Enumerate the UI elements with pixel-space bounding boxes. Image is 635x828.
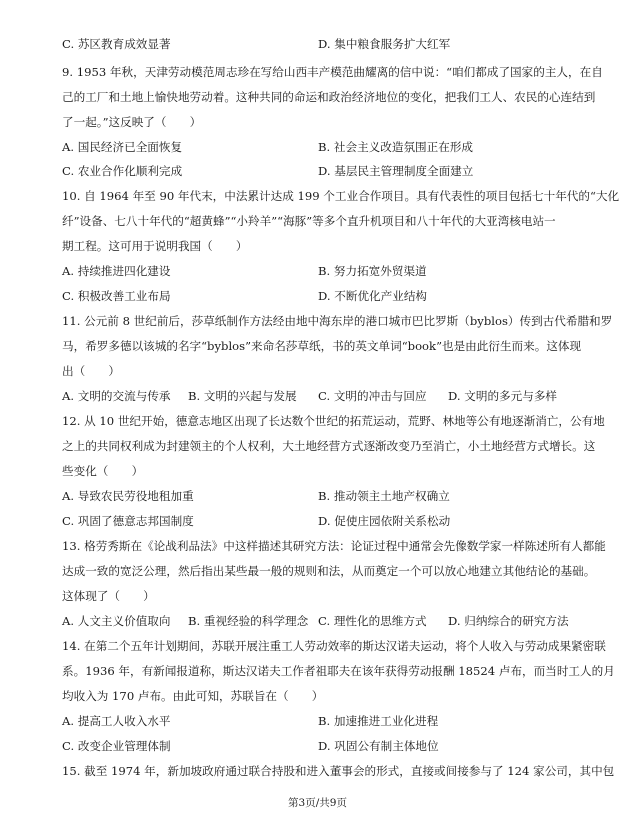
q10-stem-line-2: 纤”设备、七八十年代的“超黄蜂”“小羚羊”“海豚”等多个直升机项目和八十年代的大亚湾核电站一	[62, 214, 556, 228]
q11-option-a: A. 文明的交流与传承	[62, 389, 171, 403]
q12-option-c: C. 巩固了德意志邦国制度	[62, 514, 194, 528]
q11-stem-line-1: 11. 公元前 8 世纪前后，莎草纸制作方法经由地中海东岸的港口城市巴比罗斯（byblos）传到古代希腊和罗	[62, 314, 613, 328]
q14-stem-line-2: 系。1936 年，有新闻报道称，斯达汉诺夫工作者祖耶夫在该年获得劳动报酬 18524 卢布，而当时工人的月	[62, 664, 615, 678]
q12-stem-line-3: 些变化（ ）	[62, 464, 144, 478]
q11-option-d: D. 文明的多元与多样	[448, 389, 558, 403]
q13-option-a: A. 人文主义价值取向	[62, 614, 171, 628]
q11-option-c: C. 文明的冲击与回应	[318, 389, 427, 403]
q13-option-b: B. 重视经验的科学理念	[188, 614, 309, 628]
q14-option-b: B. 加速推进工业化进程	[318, 714, 439, 728]
q14-option-d: D. 巩固公有制主体地位	[318, 739, 439, 753]
q10-stem-line-1: 10. 自 1964 年至 90 年代末，中法累计达成 199 个工业合作项目。具有代表性的项目包括七十年代的“大化	[62, 189, 620, 203]
q13-option-d: D. 归纳综合的研究方法	[448, 614, 569, 628]
q9-stem-line-1: 9. 1953 年秋，天津劳动模范周志珍在写给山西丰产模范曲耀离的信中说：“咱们都成了国家的主人，在自	[62, 65, 603, 79]
q14-stem-line-3: 均收入为 170 卢布。由此可知，苏联旨在（ ）	[62, 689, 324, 703]
q12-option-a: A. 导致农民劳役地租加重	[62, 489, 194, 503]
q9-option-b: B. 社会主义改造氛围正在形成	[318, 140, 474, 154]
q9-option-d: D. 基层民主管理制度全面建立	[318, 164, 474, 178]
q9-stem-line-3: 了一起。”这反映了（ ）	[62, 115, 202, 129]
q11-option-b: B. 文明的兴起与发展	[188, 389, 297, 403]
q10-option-c: C. 积极改善工业布局	[62, 289, 171, 303]
q10-option-b: B. 努力拓宽外贸渠道	[318, 264, 427, 278]
q9-option-c: C. 农业合作化顺利完成	[62, 164, 183, 178]
q12-option-b: B. 推动领主土地产权确立	[318, 489, 450, 503]
q8-option-c: C. 苏区教育成效显著	[62, 37, 171, 51]
q13-stem-line-3: 这体现了（ ）	[62, 589, 155, 603]
q11-stem-line-3: 出（ ）	[62, 364, 120, 378]
q12-option-d: D. 促使庄园依附关系松动	[318, 514, 451, 528]
q8-option-d: D. 集中粮食服务扩大红军	[318, 37, 451, 51]
q13-stem-line-1: 13. 格劳秀斯在《论战利品法》中这样描述其研究方法：论证过程中通常会先像数学家一样陈述所有人都能	[62, 539, 606, 553]
q12-stem-line-1: 12. 从 10 世纪开始，德意志地区出现了长达数个世纪的拓荒运动，荒野、林地等公有地逐渐消亡，公有地	[62, 414, 605, 428]
q14-option-a: A. 提高工人收入水平	[62, 714, 171, 728]
q12-stem-line-2: 之上的共同权利成为封建领主的个人权利，大土地经营方式逐渐改变乃至消亡，小土地经营方式增长。这	[62, 439, 596, 453]
page-number-footer: 第3页/共9页	[288, 797, 347, 809]
q10-option-d: D. 不断优化产业结构	[318, 289, 428, 303]
q10-stem-line-3: 期工程。这可用于说明我国（ ）	[62, 239, 248, 253]
q9-stem-line-2: 己的工厂和土地上愉快地劳动着。这种共同的命运和政治经济地位的变化，把我们工人、农民的心连结到	[62, 90, 596, 104]
q13-option-c: C. 理性化的思维方式	[318, 614, 427, 628]
q14-option-c: C. 改变企业管理体制	[62, 739, 171, 753]
q14-stem-line-1: 14. 在第二个五年计划期间，苏联开展注重工人劳动效率的斯达汉诺夫运动，将个人收入与劳动成果紧密联	[62, 639, 606, 653]
q9-option-a: A. 国民经济已全面恢复	[62, 140, 183, 154]
q11-stem-line-2: 马，希罗多德以该城的名字“byblos”来命名莎草纸，书的英文单词“book”也是由此衍生而来。这体现	[62, 339, 582, 353]
q15-stem-line-1: 15. 截至 1974 年，新加坡政府通过联合持股和进入董事会的形式，直接或间接参与了 124 家公司，其中包	[62, 764, 615, 778]
q13-stem-line-2: 达成一致的宽泛公理，然后指出某些最一般的规则和法，从而奠定一个可以放心地建立其他结论的基础。	[62, 564, 596, 578]
q10-option-a: A. 持续推进四化建设	[62, 264, 171, 278]
